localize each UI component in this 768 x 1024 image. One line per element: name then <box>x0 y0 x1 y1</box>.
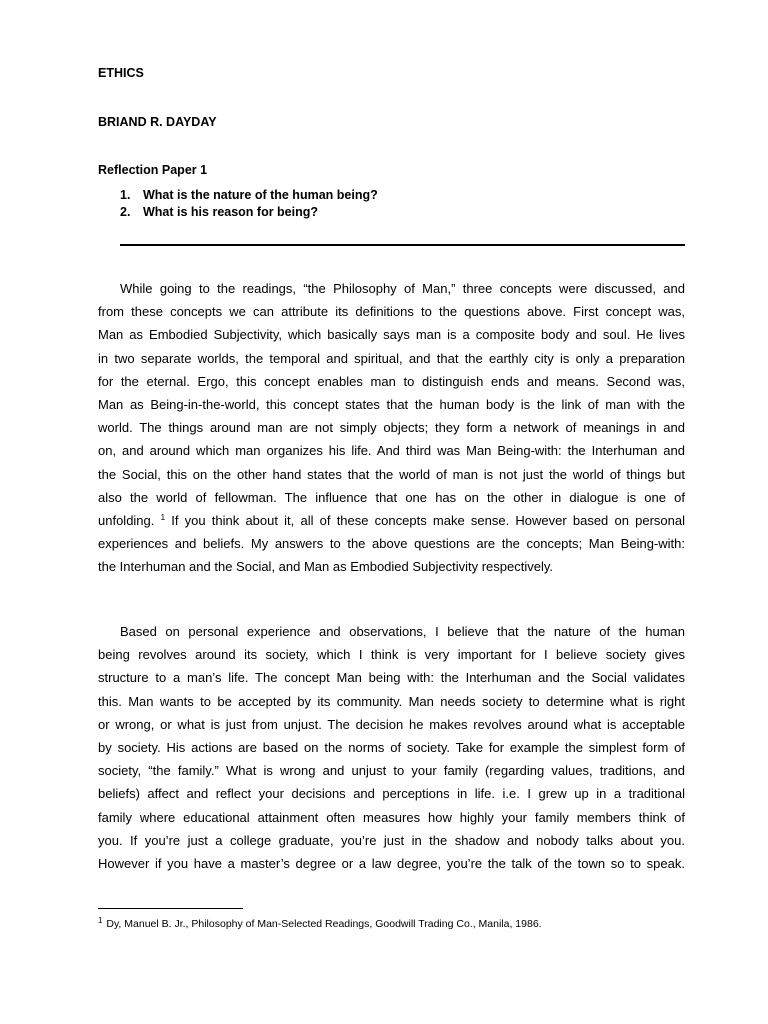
footnote <box>98 913 542 932</box>
text-line: the Social, this on the other hand states that the world of man is not just the world of things but <box>98 466 685 482</box>
text-line: However if you have a master’s degree or a law degree, you’re the talk of the town so to speak. <box>98 855 685 871</box>
question-text: What is the nature of the human being? <box>143 188 378 202</box>
footnote-separator <box>98 908 243 909</box>
text-line: structure to a man’s life. The concept Man being with: the Interhuman and the Social validates <box>98 670 685 686</box>
text-line: by society. His actions are based on the norms of society. Take for example the simplest form of <box>98 739 685 755</box>
text-line: Based on personal experience and observations, I believe that the nature of the human <box>120 624 685 639</box>
text-line: family where educational attainment often measures how highly your family members think of <box>98 809 685 825</box>
text-line: While going to the readings, “the Philosophy of Man,” three concepts were discussed, and <box>120 281 685 296</box>
text-line: also the world of fellowman. The influence that one has on the other in dialogue is one of <box>98 489 685 505</box>
text-line: this. Man wants to be accepted by its community. Man needs society to determine what is right <box>98 693 685 709</box>
paragraph-1 <box>98 277 685 578</box>
text-line: or wrong, or what is just from unjust. The decision he makes revolves around what is acceptable <box>98 716 685 732</box>
question-text: What is his reason for being? <box>143 205 319 219</box>
course-heading: ETHICS <box>98 66 144 80</box>
text-line: experiences and beliefs. My answers to the above questions are the concepts; Man Being-with: <box>98 536 685 552</box>
text-line: on, and around which man organizes his life. And third was Man Being-with: the Interhuman and <box>98 443 685 459</box>
text-line: for the eternal. Ergo, this concept enables man to distinguish ends and means. Second was, <box>98 373 685 389</box>
question-number: 2. <box>120 205 131 219</box>
text-segment: unfolding. <box>98 512 161 528</box>
text-line: beliefs) affect and reflect your decisions and perceptions in life. i.e. I grew up in a traditional <box>98 786 685 802</box>
question-item <box>120 204 318 220</box>
text-line: the Interhuman and the Social, and Man as Embodied Subjectivity respectively. <box>98 559 554 575</box>
question-item <box>120 187 378 203</box>
text-line: Man as Embodied Subjectivity, which basically says man is a composite body and soul. He lives <box>98 327 685 343</box>
text-line: world. The things around man are not simply objects; they form a network of meanings in and <box>98 420 685 436</box>
text-segment: If you think about it, all of these concepts make sense. However based on personal <box>165 512 685 528</box>
paper-title: Reflection Paper 1 <box>98 163 208 177</box>
footnote-text: Dy, Manuel B. Jr., Philosophy of Man-Selected Readings, Goodwill Trading Co., Manila, 1986. <box>106 918 542 930</box>
text-line: being revolves around its society, which I think is very important for I believe society gives <box>98 647 685 663</box>
text-line-with-footnote <box>98 509 685 532</box>
text-line: society, “the family.” What is wrong and unjust to your family (regarding values, traditions, and <box>98 763 685 779</box>
text-line: you. If you’re just a college graduate, you’re just in the shadow and nobody talks about you. <box>98 832 685 848</box>
section-divider <box>120 244 685 246</box>
footnote-reference[interactable]: 1 <box>160 512 166 522</box>
question-number: 1. <box>120 188 131 202</box>
author-name: BRIAND R. DAYDAY <box>98 115 217 129</box>
text-line: in two separate worlds, the temporal and spiritual, and that the earthly city is only a preparation <box>98 350 685 366</box>
text-line: Man as Being-in-the-world, this concept states that the human body is the link of man with the <box>98 396 685 412</box>
footnote-mark: 1 <box>98 916 103 925</box>
paragraph-2 <box>98 620 685 875</box>
text-line: from these concepts we can attribute its definitions to the questions above. First concept was, <box>98 304 685 320</box>
